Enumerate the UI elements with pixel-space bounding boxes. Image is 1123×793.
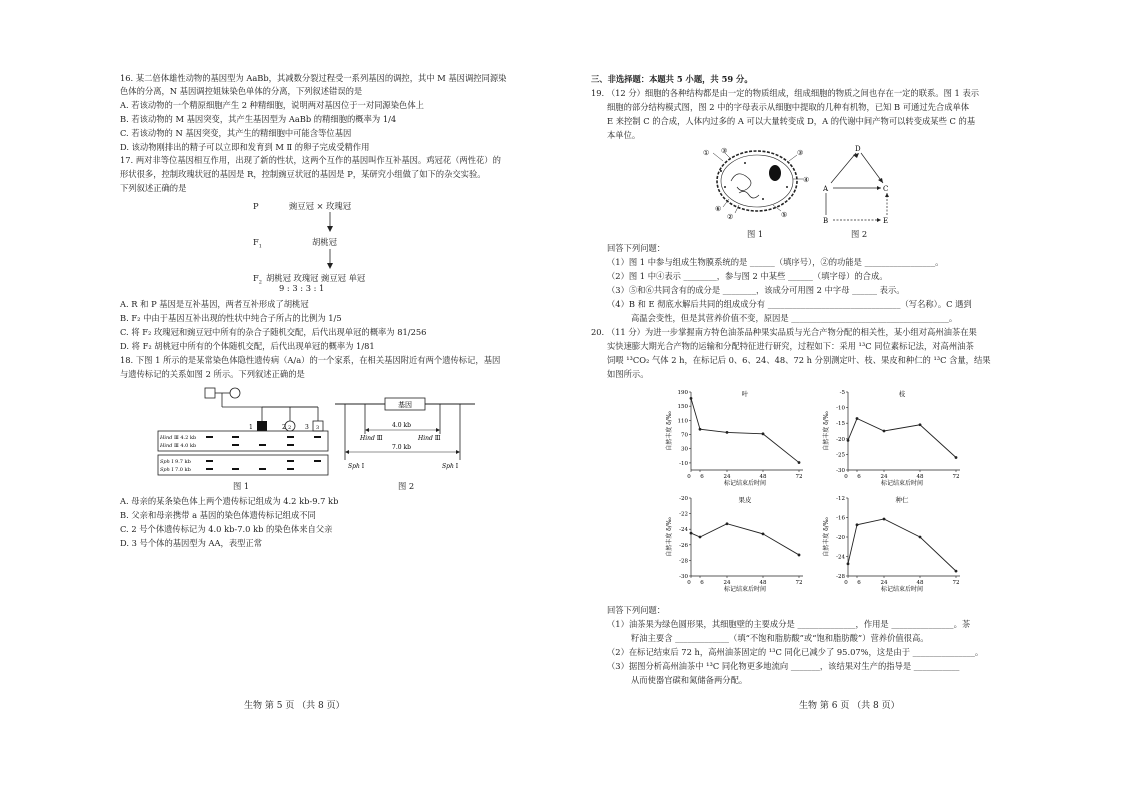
q20-line: 如图所示。 [607, 369, 649, 379]
f1-phenotype: 胡桃冠 [312, 237, 337, 247]
y-tick-label: -20 [836, 535, 845, 541]
q19-sub-1: （1）图 1 中参与组成生物膜系统的是 ______（填序号），②的功能是 _________________。 [607, 257, 944, 267]
node-e: E [883, 217, 889, 225]
q19-line: E 来控制 C 的合成，人体内过多的 A 可以大量转变成 D，A 的代谢中间产物可以转变成某些 C 的基 [607, 116, 976, 126]
chart-title: 叶 [741, 390, 749, 398]
data-point [919, 423, 922, 426]
data-point [762, 532, 765, 535]
data-point [919, 536, 922, 539]
q20-sub-1b: 籽油主要含 _____________（填“不饱和脂肪酸”或“饱和脂肪酸”）营养价值很高。 [631, 633, 929, 643]
q20-sub-3: （3）据图分析高州油茶中 ¹³C 同化物更多地流向 _______，该结果对生产的指导是 ___________ [607, 661, 960, 671]
y-tick-label: -20 [836, 436, 845, 443]
q19-intro: 回答下列问题： [607, 243, 666, 253]
chart-title: 种仁 [895, 496, 909, 504]
y-tick-label: -25 [836, 452, 845, 459]
data-point [798, 461, 801, 464]
y-tick-label: -12 [836, 496, 845, 502]
section-3-heading: 三、非选择题：本题共 5 小题，共 59 分。 [591, 74, 753, 84]
gel-bands [206, 436, 321, 470]
q18-option-d: D. 3 号个体的基因型为 AA，表型正常 [120, 538, 263, 548]
data-point [726, 431, 729, 434]
q17-line: 下列叙述正确的是 [120, 183, 187, 193]
cell-label-3: ③ [721, 147, 728, 155]
node-d: D [855, 145, 861, 153]
q20-sub-3b: 从而使器官碳和氮储备两分配。 [631, 675, 748, 685]
q17-option-c: C. 将 F₂ 玫瑰冠和豌豆冠中所有的杂合子随机交配，后代出现单冠的概率为 81/256 [120, 327, 427, 337]
data-point [856, 523, 859, 526]
cross-arrows [0, 0, 561, 300]
x-tick-label: 72 [952, 580, 960, 586]
y-tick-label: 190 [677, 390, 688, 396]
q19-sub-4: （4）B 和 E 彻底水解后共同的组成成分有 ________________________________（写名称）。C 遇到 [607, 299, 972, 309]
q20-line: 饲喂 ¹³CO₂ 气体 2 h，在标记后 0、6、24、48、72 h 分别测定叶、枝、果皮和种仁的 ¹³C 含量，结果 [607, 355, 991, 365]
x-axis-label: 标记结束后时间 [880, 586, 924, 593]
y-tick-label: -10 [836, 405, 845, 412]
f2-ratio: 9 : 3 : 3 : 1 [279, 283, 325, 293]
q18-line: 18. 下图 1 所示的是某常染色体隐性遗传病（A/a）的一个家系，在相关基因附近有两个遗传标记，基因 [120, 355, 501, 365]
y-axis-label: 自然丰度 δ/‰ [666, 411, 673, 451]
y-tick-label: -24 [679, 527, 688, 534]
q19-line: 19. （12 分）细胞的各种结构都是由一定的物质组成，组成细胞的物质之间也存在一定的联系。图 1 表示 [591, 88, 980, 98]
data-point [726, 522, 729, 525]
gel-sph-label-2: Sph Ⅰ 7.0 kb [160, 467, 191, 473]
p-cross: 豌豆冠 × 玫瑰冠 [289, 201, 352, 211]
y-axis-label: 自然丰度 δ/‰ [666, 517, 673, 557]
data-point [699, 428, 702, 431]
y-tick-label: -24 [836, 554, 845, 561]
generation-p-label: P [253, 201, 259, 211]
x-tick-label: 24 [880, 474, 888, 480]
node-c: C [883, 185, 889, 193]
left-page [0, 0, 561, 793]
q17-option-b: B. F₂ 中由于基因互补出现的性状中纯合子所占的比例为 1/5 [120, 313, 342, 323]
q20-sub-2: （2）在标记结束后 72 h，高州油茶固定的 ¹³C 同化已减少了 95.07%，这是由于 _______________。 [607, 647, 984, 657]
generation-f2-label: $F_2$ [253, 273, 262, 286]
q16-option-b: B. 若该动物的 M 基因突变，其产生基因型为 AaBb 的精细胞的概率为 1/4 [120, 114, 397, 124]
figure-1-caption: 图 1 [233, 481, 250, 491]
y-tick-label: -28 [679, 558, 688, 565]
cell-label-2: ② [727, 213, 734, 221]
page-footer-right: 生物 第 6 页 （共 8 页） [799, 701, 900, 711]
q18-option-a: A. 母亲的某条染色体上两个遗传标记组成为 4.2 kb-9.7 kb [120, 496, 339, 506]
figure-2-caption-right: 图 2 [851, 229, 868, 239]
q16-option-a: A. 若该动物的一个精原细胞产生 2 种精细胞，说明两对基因位于一对同源染色体上 [120, 100, 424, 110]
right-page [561, 0, 1123, 793]
x-tick-label: 48 [759, 580, 767, 586]
y-tick-label: 70 [681, 432, 688, 439]
y-tick-label: -28 [836, 574, 845, 580]
node-b: B [823, 217, 829, 225]
data-point [955, 456, 958, 459]
page-footer-left: 生物 第 5 页 （共 8 页） [244, 701, 345, 711]
y-tick-label: -30 [679, 574, 688, 580]
isotope-charts [561, 382, 1123, 604]
cell-label-4: ④ [803, 176, 810, 184]
pedigree-mark-3: 3 [316, 425, 320, 431]
x-tick-label: 48 [759, 474, 767, 480]
chart-title: 枝 [898, 390, 906, 398]
gel-sph-label-1: Sph Ⅰ 9.7 kb [160, 459, 191, 465]
x-axis-label: 标记结束后时间 [723, 586, 767, 593]
cell-label-1: ① [703, 149, 710, 157]
x-tick-label: 0 [844, 474, 848, 480]
x-tick-label: 6 [857, 580, 861, 586]
y-tick-label: -22 [679, 511, 688, 518]
x-tick-label: 72 [952, 474, 960, 480]
figure-1-caption-right: 图 1 [747, 229, 764, 239]
q20-intro: 回答下列问题： [607, 605, 666, 615]
q18-option-b: B. 父亲和母亲携带 a 基因的染色体遗传标记组成不同 [120, 510, 316, 520]
x-tick-label: 6 [700, 580, 704, 586]
x-tick-label: 6 [857, 474, 861, 480]
pedigree-number-3: 3 [305, 424, 309, 431]
cell-label-5: ⑤ [781, 211, 788, 219]
x-axis-label: 标记结束后时间 [723, 480, 767, 487]
q19-line: 细胞的部分结构模式图，图 2 中的字母表示从细胞中提取的几种有机物，已知 B 可通过先合成单体 [607, 102, 970, 112]
x-tick-label: 0 [687, 580, 691, 586]
fragment-7kb: 7.0 kb [392, 444, 411, 451]
compound-relation-diagram [823, 143, 898, 225]
x-tick-label: 72 [795, 580, 803, 586]
x-tick-label: 6 [700, 474, 704, 480]
q18-line: 与遗传标记的关系如图 2 所示。下列叙述正确的是 [120, 369, 305, 379]
q19-sub-3: （3）⑤和⑥共同含有的成分是 ________，该成分可用图 2 中字母 ______ 表示。 [607, 285, 905, 295]
data-point [690, 397, 693, 400]
y-axis-label: 自然丰度 δ/‰ [823, 517, 830, 557]
series-line [691, 398, 799, 462]
pedigree-gel-figure [150, 383, 335, 483]
data-point [856, 417, 859, 420]
q18-option-c: C. 2 号个体遗传标记为 4.0 kb-7.0 kb 的染色体来自父亲 [120, 524, 333, 534]
y-tick-label: -10 [679, 460, 688, 467]
q20-line: 20. （11 分）为进一步掌握南方特色油茶品种果实品质与光合产物分配的相关性，某小组对高州油茶在果 [591, 327, 977, 337]
figure-2-caption: 图 2 [398, 481, 415, 491]
fragment-4kb: 4.0 kb [392, 422, 411, 429]
y-tick-label: 150 [677, 404, 688, 411]
data-point [847, 439, 850, 442]
x-tick-label: 24 [880, 580, 888, 586]
y-tick-label: 30 [681, 446, 688, 453]
data-point [699, 536, 702, 539]
q19-sub-2: （2）图 1 中④表示 ________，参与图 2 中某些 ______（填字母）的合成。 [607, 271, 888, 281]
data-point [955, 570, 958, 573]
q17-option-d: D. 将 F₂ 胡桃冠中所有的个体随机交配，后代出现单冠的概率为 1/81 [120, 341, 375, 351]
y-tick-label: -16 [836, 515, 845, 522]
y-tick-label: -20 [679, 496, 688, 502]
pedigree-number-2: 2 [282, 424, 286, 431]
y-tick-label: -15 [836, 421, 845, 428]
y-tick-label: 110 [677, 418, 688, 425]
y-tick-label: -5 [839, 390, 845, 396]
x-tick-label: 48 [916, 474, 924, 480]
data-point [690, 532, 693, 535]
cell-diagram [701, 143, 811, 225]
x-tick-label: 72 [795, 474, 803, 480]
data-point [762, 432, 765, 435]
sph-site-left: Sph Ⅰ [348, 463, 365, 470]
generation-f1-label: $F_1$ [253, 237, 262, 250]
q19-sub-4b: 高温会变性，但是其营养价值不变，原因是 ______________________________________。 [631, 313, 958, 323]
data-point [883, 518, 886, 521]
cell-label-3b: ③ [797, 149, 804, 157]
q16-line: 色体的分离，N 基因调控姐妹染色单体的分离，下列叙述错误的是 [120, 86, 363, 96]
y-tick-label: -26 [679, 542, 688, 549]
hind-site-right: Hind Ⅲ [418, 435, 441, 442]
q20-line: 实快速膨大期光合产物的运输和分配特征进行研究，过程如下：采用 ¹³C 同位素标记法，对高州油茶 [607, 341, 974, 351]
q16-option-d: D. 该动物刚排出的精子可以立即和发育到 M Ⅱ 的卵子完成受精作用 [120, 142, 370, 152]
q16-line: 16. 某二倍体雄性动物的基因型为 AaBb，其减数分裂过程受一系列基因的调控，其中 M 基因调控同源染 [120, 73, 507, 83]
y-tick-label: -30 [836, 468, 845, 474]
chart-title: 果皮 [738, 496, 752, 504]
restriction-map-figure [330, 392, 480, 472]
cell-label-6: ⑥ [715, 205, 722, 213]
q20-sub-1: （1）油茶果为绿色圆形果，其细胞壁的主要成分是 ______________，作用是 _______________。茶 [607, 619, 971, 629]
data-point [883, 430, 886, 433]
q17-line: 17. 两对非等位基因相互作用，出现了新的性状，这两个互作的基因叫作互补基因。鸡冠花（两性花）的 [120, 155, 501, 165]
q17-line: 形状很多，控制玫瑰状冠的基因是 R，控制豌豆状冠的基因是 P，某研究小组做了如下的杂交实验。 [120, 169, 486, 179]
q16-option-c: C. 若该动物的 N 基因突变，其产生的精细胞中可能含等位基因 [120, 128, 352, 138]
data-point [798, 554, 801, 557]
y-axis-label: 自然丰度 δ/‰ [823, 411, 830, 451]
gel-hind-label-1: Hind Ⅲ 4.2 kb [160, 435, 197, 441]
x-axis-label: 标记结束后时间 [880, 480, 924, 487]
pedigree-number-1: 1 [249, 424, 253, 431]
x-tick-label: 48 [916, 580, 924, 586]
f2-phenotypes: 胡桃冠 玫瑰冠 豌豆冠 单冠 [266, 273, 366, 283]
x-tick-label: 24 [723, 580, 731, 586]
gene-label: 基因 [398, 401, 412, 409]
series-line [848, 419, 956, 458]
data-point [847, 562, 850, 565]
node-a: A [823, 185, 829, 193]
x-tick-label: 0 [687, 474, 691, 480]
q19-line: 本单位。 [607, 130, 641, 140]
series-line [691, 524, 799, 555]
series-line [848, 519, 956, 571]
pedigree-mark-2: 2 [288, 425, 292, 431]
x-tick-label: 0 [844, 580, 848, 586]
gel-hind-label-2: Hind Ⅲ 4.0 kb [160, 443, 197, 449]
x-tick-label: 24 [723, 474, 731, 480]
hind-site-left: Hind Ⅲ [360, 435, 383, 442]
sph-site-right: Sph Ⅰ [442, 463, 459, 470]
q17-option-a: A. R 和 P 基因是互补基因，两者互补形成了胡桃冠 [120, 299, 309, 309]
